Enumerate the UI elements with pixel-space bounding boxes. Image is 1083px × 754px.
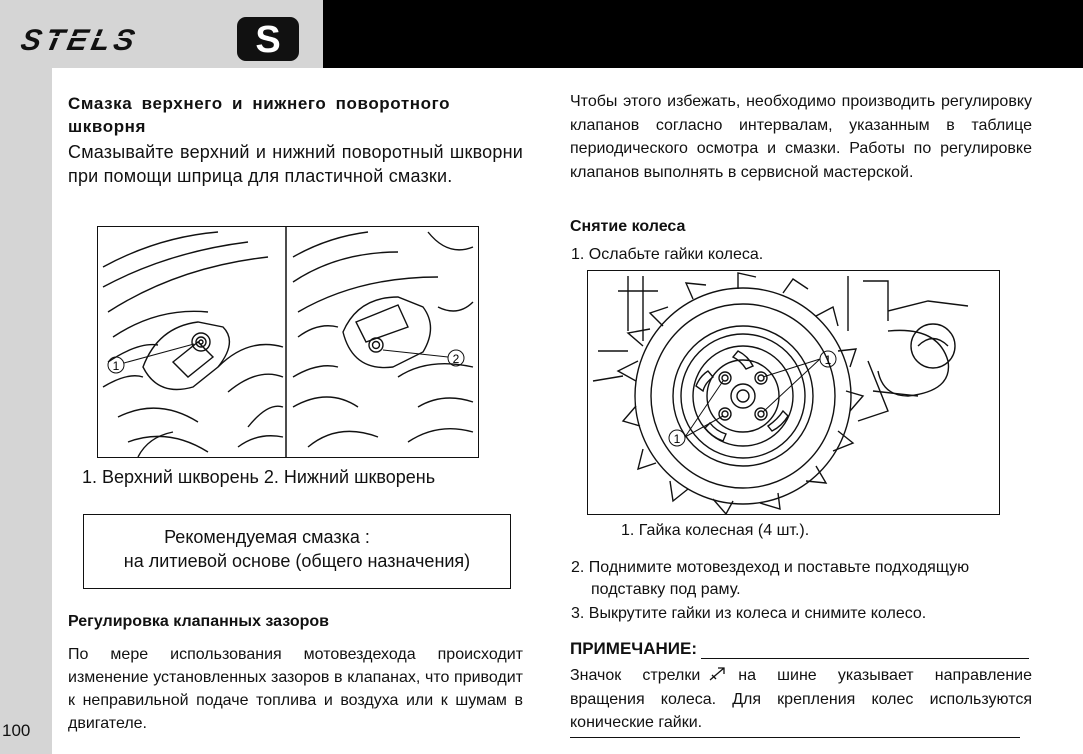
wheel-step-2-line2: подставку под раму. (591, 581, 741, 598)
valve-clearance-text: По мере использования мотовездехода происходит изменение установленных зазоров в клапанах, что приводит к неправильной подаче топлива и воздуха или к шумам в двигателе. (68, 646, 523, 732)
lubrication-title: Смазка верхнего и нижнего поворотного шкворня (68, 94, 451, 136)
note-text-start: Значок стрелки (570, 667, 701, 684)
recommended-lubricant-title: Рекомендуемая смазка : (164, 527, 370, 547)
wheel-figure (587, 270, 1000, 515)
kingpin-figure (97, 226, 479, 458)
note-bottom-line (570, 737, 1020, 738)
valve-clearance-title: Регулировка клапанных зазоров (68, 613, 329, 630)
note-title: ПРИМЕЧАНИЕ: (570, 639, 697, 658)
callout-a-label: 1 (824, 353, 832, 367)
side-margin (0, 68, 52, 754)
valve-continuation (570, 90, 1032, 184)
logo-panel (0, 0, 323, 68)
callout-2-label: 2 (452, 352, 460, 366)
brand-logo (0, 0, 323, 68)
note-title-underline (701, 658, 1029, 659)
page-number: 100 (2, 721, 31, 740)
wheel-illustration (588, 271, 999, 514)
recommended-lubricant-box (83, 514, 511, 589)
lubrication-section (68, 92, 523, 188)
kingpin-illustration (98, 227, 478, 457)
note-text-end: на шине указывает направление вращения колеса. Для крепления колес используются конические гайки. (570, 667, 1033, 731)
wheel-removal-title: Снятие колеса (570, 218, 686, 235)
lubrication-text: Смазывайте верхний и нижний поворотный шкворни при помощи шприца для пластичной смазки. (68, 142, 523, 186)
wheel-step-2 (571, 557, 1031, 601)
wheel-nut-caption: 1. Гайка колесная (4 шт.). (621, 522, 810, 539)
callout-1-label: 1 (112, 359, 120, 373)
wheel-step-1: 1. Ослабьте гайки колеса. (571, 246, 764, 263)
valve-continuation-text: Чтобы этого избежать, необходимо производить регулировку клапанов согласно интервалам, указанным в таблице периодического осмотра и смазки. Работы по регулировке клапанов выполнять в сервисной мастерской. (570, 93, 1032, 181)
recommended-lubricant-value: на литиевой основе (общего назначения) (123, 551, 471, 571)
kingpin-caption: 1. Верхний шкворень 2. Нижний шкворень (82, 467, 436, 487)
wheel-step-3: 3. Выкрутите гайки из колеса и снимите колесо. (571, 605, 927, 622)
brand-logo-text: STELS (17, 24, 142, 57)
brand-emblem-letter: S (255, 19, 281, 61)
wheel-step-2-line1: 2. Поднимите мотовездеход и поставьте подходящую (571, 559, 970, 576)
rotation-arrow-icon (708, 665, 730, 683)
note-text (570, 664, 1032, 735)
callout-b-label: 1 (673, 432, 681, 446)
